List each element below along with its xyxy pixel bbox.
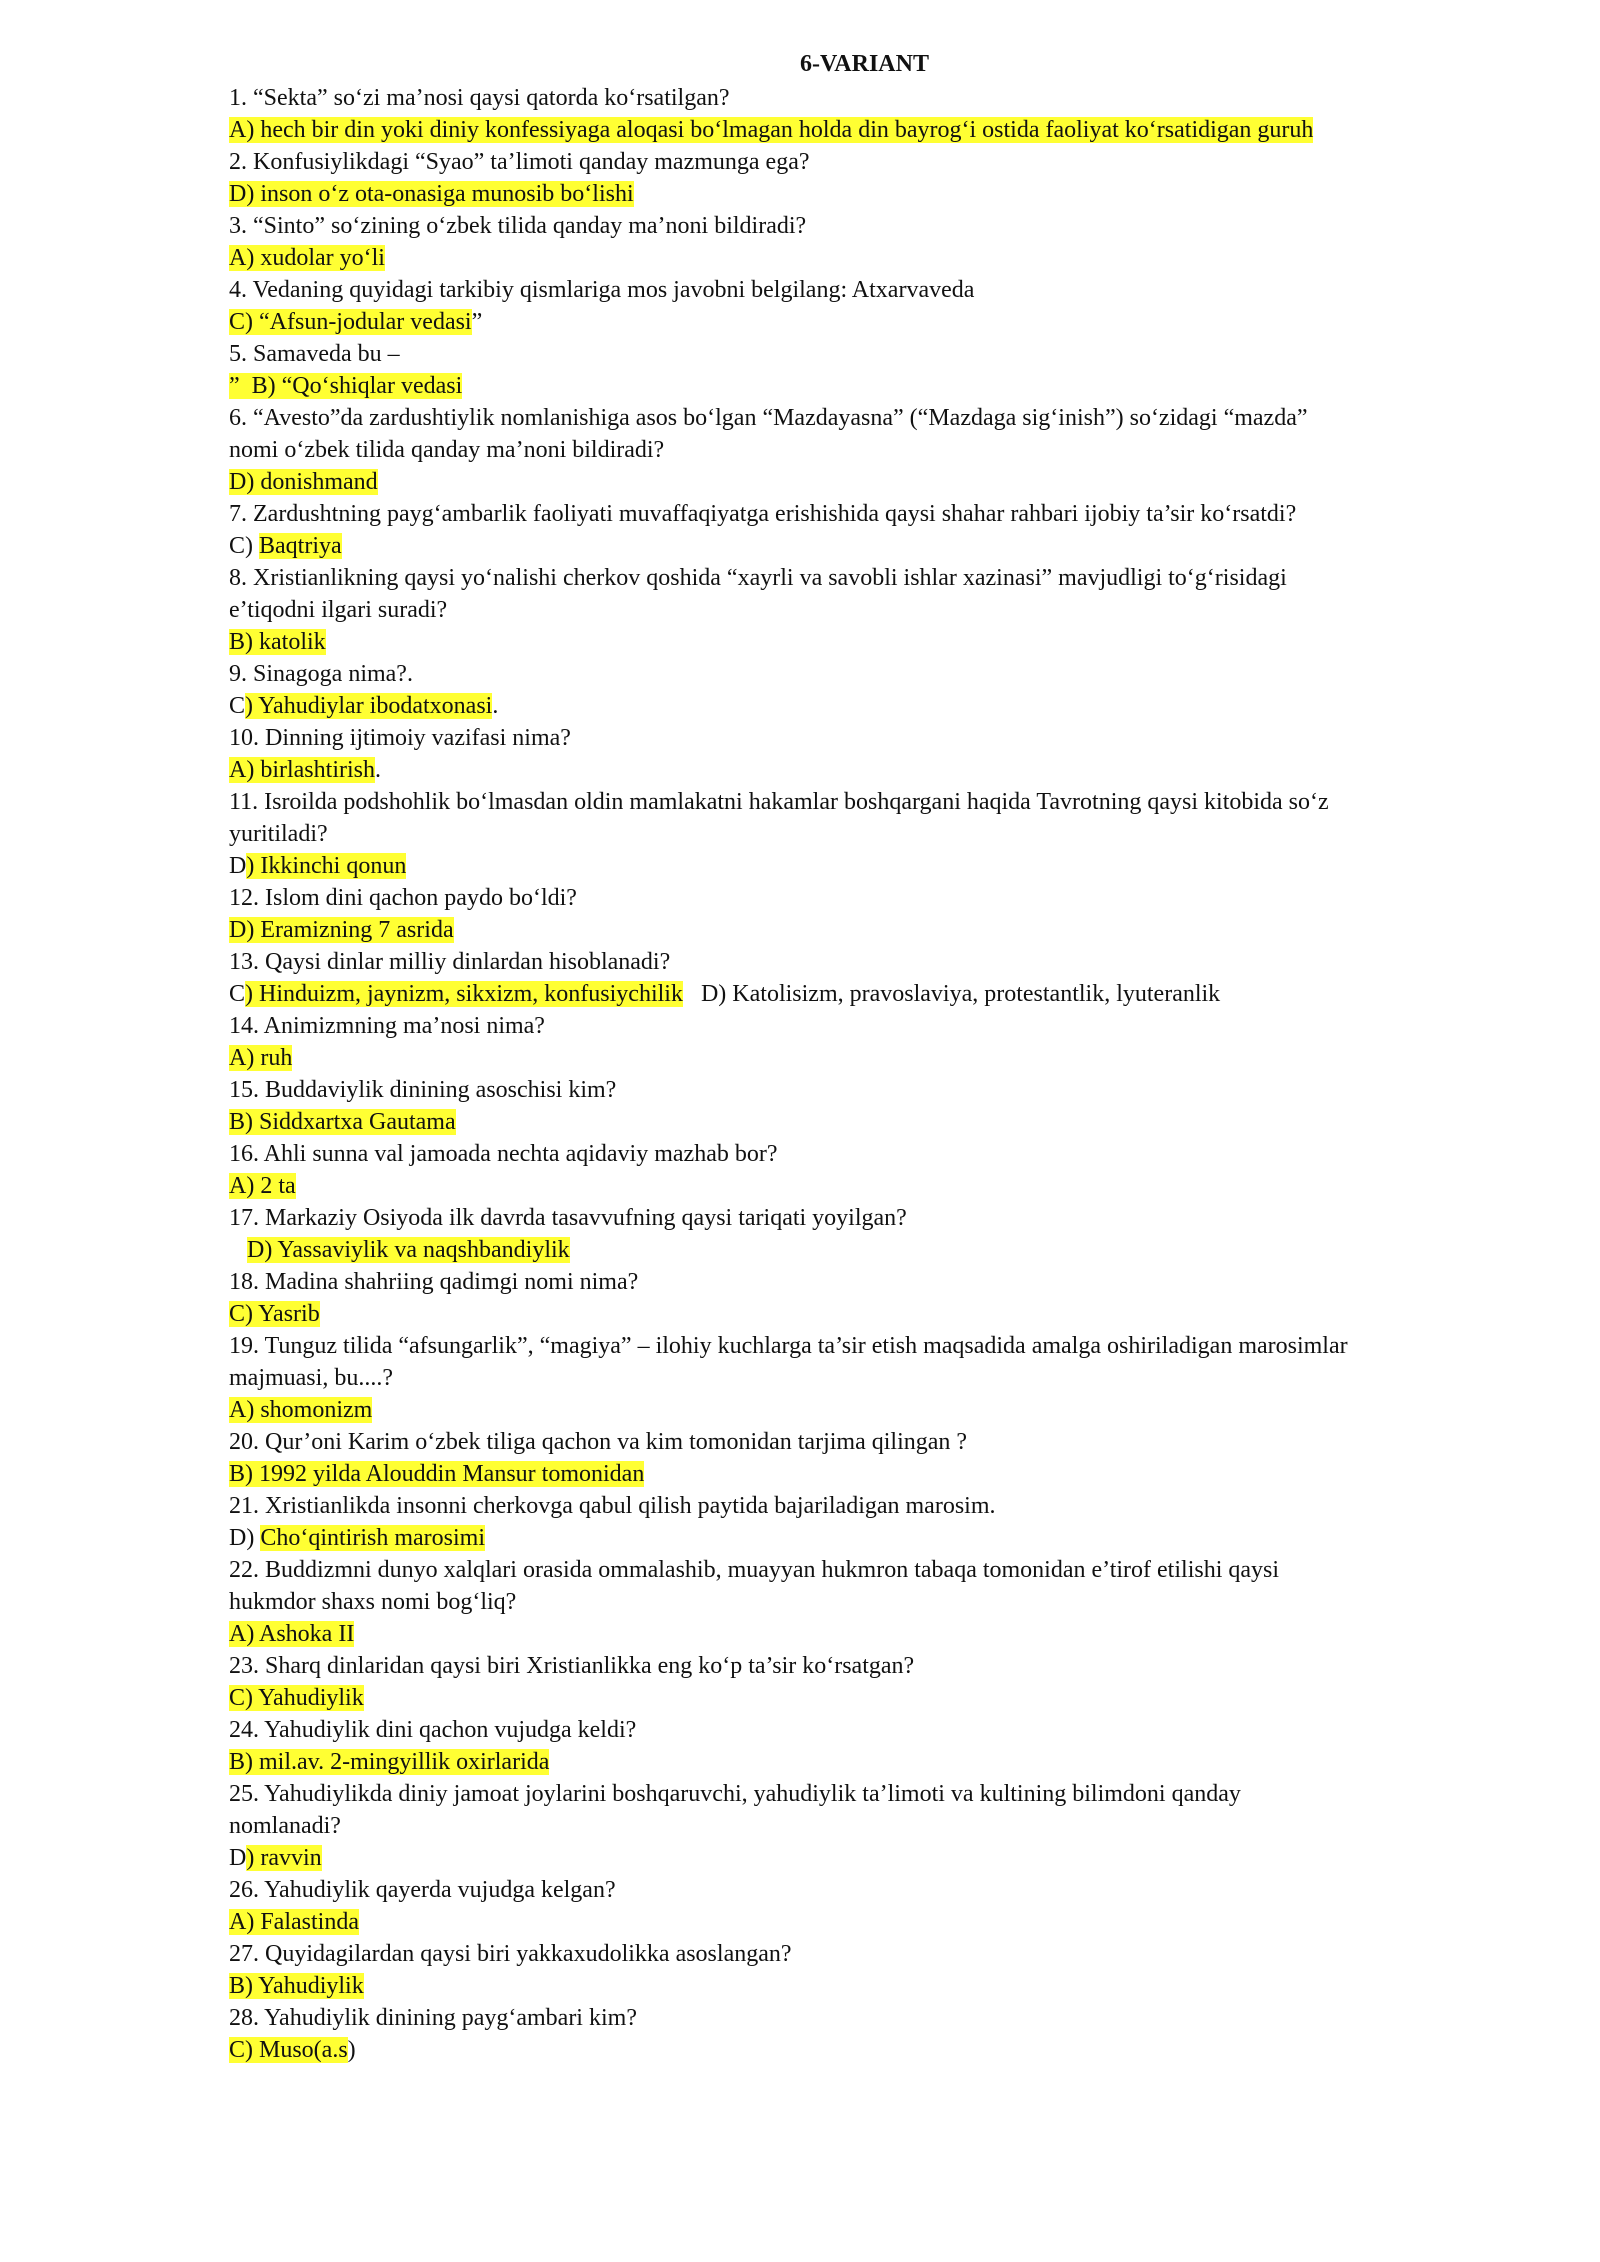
question-text: 7. Zardushtning payg‘ambarlik faoliyati muvaffaqiyatga erishishida qaysi shahar rahbari ijobiy ta’sir ko‘rsatdi? — [229, 501, 1297, 527]
answer-prefix: C — [229, 981, 246, 1007]
question-text: 9. Sinagoga nima?. — [229, 661, 413, 687]
answer-line — [229, 1682, 1529, 1714]
highlighted-answer: B) katolik — [229, 629, 326, 655]
answer-line — [229, 1394, 1529, 1426]
highlighted-answer: C) Yasrib — [229, 1301, 320, 1327]
answer-line — [229, 306, 1529, 338]
question-block — [229, 1778, 1529, 1874]
question-text: nomi o‘zbek tilida qanday ma’noni bildiradi? — [229, 437, 665, 463]
question-text: 26. Yahudiylik qayerda vujudga kelgan? — [229, 1877, 616, 1903]
highlighted-answer: A) hech bir din yoki diniy konfessiyaga aloqasi bo‘lmagan holda din bayrog‘i ostida faoliyat ko‘rsatidigan guruh — [229, 117, 1314, 143]
answer-line — [229, 626, 1529, 658]
highlighted-answer: C) Muso(a.s — [229, 2037, 348, 2063]
answer-line — [229, 978, 1529, 1010]
question-block — [229, 338, 1529, 402]
question-text: 8. Xristianlikning qaysi yo‘nalishi cherkov qoshida “xayrli va savobli ishlar xazinasi” mavjudligi to‘g‘risidagi — [229, 565, 1287, 591]
question-text: 3. “Sinto” so‘zining o‘zbek tilida qanday ma’noni bildiradi? — [229, 213, 807, 239]
answer-prefix: D — [229, 1845, 247, 1871]
question-block — [229, 402, 1529, 498]
highlighted-answer: ) ravvin — [246, 1845, 322, 1871]
question-block — [229, 1650, 1529, 1714]
question-text: 21. Xristianlikda insonni cherkovga qabul qilish paytida bajariladigan marosim. — [229, 1493, 996, 1519]
highlighted-answer: B) Yahudiylik — [229, 1973, 364, 1999]
question-block — [229, 1074, 1529, 1138]
answer-line — [229, 850, 1529, 882]
answer-line — [229, 1746, 1529, 1778]
question-text: nomlanadi? — [229, 1813, 341, 1839]
question-block — [229, 1202, 1529, 1266]
answer-prefix — [229, 1237, 247, 1263]
answer-line — [229, 370, 1529, 402]
question-text: 27. Quyidagilardan qaysi biri yakkaxudolikka asoslangan? — [229, 1941, 792, 1967]
highlighted-answer: A) ruh — [229, 1045, 293, 1071]
highlighted-answer: D) Yassaviylik va naqshbandiylik — [247, 1237, 570, 1263]
highlighted-answer: D) Eramizning 7 asrida — [229, 917, 454, 943]
highlighted-answer: ) Ikkinchi qonun — [246, 853, 407, 879]
question-block — [229, 658, 1529, 722]
answer-suffix: . — [492, 693, 499, 719]
answer-line — [229, 466, 1529, 498]
question-text: 10. Dinning ijtimoiy vazifasi nima? — [229, 725, 571, 751]
answer-line — [229, 1618, 1529, 1650]
highlighted-answer: Baqtriya — [259, 533, 342, 559]
answer-prefix: D — [229, 853, 247, 879]
question-text: 18. Madina shahriing qadimgi nomi nima? — [229, 1269, 639, 1295]
answer-suffix: ) — [347, 2037, 356, 2063]
question-block — [229, 1330, 1529, 1426]
question-block — [229, 1714, 1529, 1778]
question-block — [229, 82, 1529, 146]
answer-prefix: C — [229, 693, 246, 719]
question-text: 12. Islom dini qachon paydo bo‘ldi? — [229, 885, 577, 911]
highlighted-answer: C) “Afsun-jodular vedasi — [229, 309, 472, 335]
question-block — [229, 498, 1529, 562]
question-block — [229, 1426, 1529, 1490]
question-block — [229, 1554, 1529, 1650]
question-text: 28. Yahudiylik dinining payg‘ambari kim? — [229, 2005, 637, 2031]
question-text: 1. “Sekta” so‘zi ma’nosi qaysi qatorda ko‘rsatilgan? — [229, 85, 730, 111]
question-block — [229, 146, 1529, 210]
question-text: majmuasi, bu....? — [229, 1365, 393, 1391]
answer-line — [229, 1970, 1529, 2002]
question-block — [229, 722, 1529, 786]
answer-line — [229, 1042, 1529, 1074]
question-text: 4. Vedaning quyidagi tarkibiy qismlariga mos javobni belgilang: Atxarvaveda — [229, 277, 975, 303]
answer-line — [229, 914, 1529, 946]
answer-line — [229, 690, 1529, 722]
answer-line — [229, 1906, 1529, 1938]
question-block — [229, 882, 1529, 946]
answer-line — [229, 1298, 1529, 1330]
answer-line — [229, 1234, 1529, 1266]
highlighted-answer: A) Falastinda — [229, 1909, 359, 1935]
document — [229, 46, 1529, 2066]
highlighted-answer: ” B) “Qo‘shiqlar vedasi — [229, 373, 463, 399]
answer-line — [229, 530, 1529, 562]
answer-line — [229, 1522, 1529, 1554]
question-text: 13. Qaysi dinlar milliy dinlardan hisoblanadi? — [229, 949, 671, 975]
answer-line — [229, 114, 1529, 146]
question-text: 22. Buddizmni dunyo xalqlari orasida ommalashib, muayyan hukmron tabaqa tomonidan e’tirof etilishi qaysi — [229, 1557, 1280, 1583]
answer-line — [229, 2034, 1529, 2066]
question-text: hukmdor shaxs nomi bog‘liq? — [229, 1589, 517, 1615]
question-text: 2. Konfusiylikdagi “Syao” ta’limoti qanday mazmunga ega? — [229, 149, 810, 175]
question-block — [229, 1874, 1529, 1938]
question-block — [229, 1138, 1529, 1202]
question-text: 23. Sharq dinlaridan qaysi biri Xristianlikka eng ko‘p ta’sir ko‘rsatgan? — [229, 1653, 915, 1679]
question-text: 15. Buddaviylik dinining asoschisi kim? — [229, 1077, 617, 1103]
highlighted-answer: B) 1992 yilda Alouddin Mansur tomonidan — [229, 1461, 645, 1487]
question-text: 20. Qur’oni Karim o‘zbek tiliga qachon va kim tomonidan tarjima qilingan ? — [229, 1429, 968, 1455]
answer-line — [229, 1106, 1529, 1138]
highlighted-answer: D) inson o‘z ota-onasiga munosib bo‘lishi — [229, 181, 634, 207]
question-text: 14. Animizmning ma’nosi nima? — [229, 1013, 545, 1039]
answer-suffix: D) Katolisizm, pravoslaviya, protestantlik, lyuteranlik — [682, 981, 1221, 1007]
highlighted-answer: ) Yahudiylar ibodatxonasi — [245, 693, 493, 719]
question-text: 24. Yahudiylik dini qachon vujudga keldi? — [229, 1717, 637, 1743]
answer-line — [229, 1842, 1529, 1874]
highlighted-answer: A) shomonizm — [229, 1397, 373, 1423]
page-title: 6-VARIANT — [800, 51, 929, 77]
highlighted-answer: A) xudolar yo‘li — [229, 245, 385, 271]
question-block — [229, 1010, 1529, 1074]
question-block — [229, 1938, 1529, 2002]
question-list — [229, 82, 1529, 2066]
highlighted-answer: A) birlashtirish — [229, 757, 375, 783]
highlighted-answer: C) Yahudiylik — [229, 1685, 364, 1711]
answer-line — [229, 1458, 1529, 1490]
highlighted-answer: B) Siddxartxa Gautama — [229, 1109, 456, 1135]
question-block — [229, 2002, 1529, 2066]
answer-line — [229, 242, 1529, 274]
highlighted-answer: D) donishmand — [229, 469, 378, 495]
question-text: 25. Yahudiylikda diniy jamoat joylarini boshqaruvchi, yahudiylik ta’limoti va kultining bilimdoni qanday — [229, 1781, 1241, 1807]
question-block — [229, 210, 1529, 274]
question-block — [229, 1490, 1529, 1554]
question-text: 19. Tunguz tilida “afsungarlik”, “magiya” – ilohiy kuchlarga ta’sir etish maqsadida amalga oshiriladigan marosimlar — [229, 1333, 1348, 1359]
answer-line — [229, 1170, 1529, 1202]
question-text: 16. Ahli sunna val jamoada nechta aqidaviy mazhab bor? — [229, 1141, 778, 1167]
answer-line — [229, 754, 1529, 786]
answer-prefix: D) — [229, 1525, 261, 1551]
highlighted-answer: A) 2 ta — [229, 1173, 296, 1199]
highlighted-answer: Cho‘qintirish marosimi — [260, 1525, 485, 1551]
question-block — [229, 562, 1529, 658]
highlighted-answer: ) Hinduizm, jaynizm, sikxizm, konfusiychilik — [245, 981, 683, 1007]
question-text: 6. “Avesto”da zardushtiylik nomlanishiga asos bo‘lgan “Mazdayasna” (“Mazdaga sig‘inish”) so‘zidagi “mazda” — [229, 405, 1308, 431]
question-text: e’tiqodni ilgari suradi? — [229, 597, 448, 623]
question-text: yuritiladi? — [229, 821, 328, 847]
answer-suffix: ” — [471, 309, 483, 335]
question-text: 11. Isroilda podshohlik bo‘lmasdan oldin mamlakatni hakamlar boshqargani haqida Tavrotning qaysi kitobida so‘z — [229, 789, 1329, 815]
question-text: 5. Samaveda bu – — [229, 341, 400, 367]
question-block — [229, 786, 1529, 882]
question-block — [229, 274, 1529, 338]
question-block — [229, 946, 1529, 1010]
highlighted-answer: A) Ashoka II — [229, 1621, 355, 1647]
answer-line — [229, 178, 1529, 210]
highlighted-answer: B) mil.av. 2-mingyillik oxirlarida — [229, 1749, 550, 1775]
question-text: 17. Markaziy Osiyoda ilk davrda tasavvufning qaysi tariqati yoyilgan? — [229, 1205, 907, 1231]
answer-suffix: . — [374, 757, 381, 783]
answer-prefix: C) — [229, 533, 259, 559]
question-block — [229, 1266, 1529, 1330]
